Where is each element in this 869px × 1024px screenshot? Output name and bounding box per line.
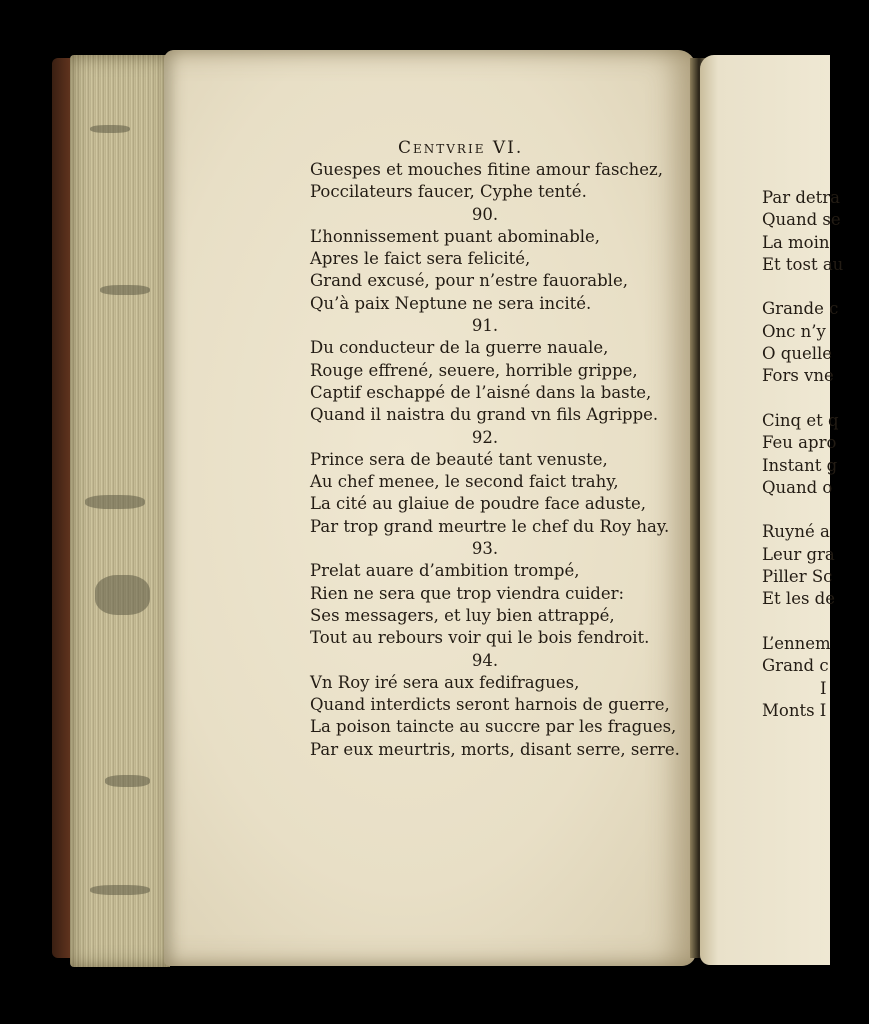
fragment-line: Et tost au (762, 254, 844, 274)
fragment-line: O quelle (762, 344, 833, 364)
fragment-line: Monts I (762, 700, 827, 720)
verse-line: La poison taincte au succre par les fragues, (310, 717, 677, 737)
quatrain-91 (310, 315, 670, 426)
fragment-line: Et les de (762, 589, 836, 609)
quatrain-93 (310, 538, 670, 649)
fragment-line: Instant g (762, 455, 838, 475)
verse-line: Quand il naistra du grand vn fils Agrippe. (310, 405, 659, 425)
quatrain-92 (310, 427, 670, 538)
fragment-line: Par detra (762, 188, 841, 207)
stanza-gap (762, 388, 843, 410)
verse-line: Guespes et mouches fitine amour faschez, (310, 160, 663, 179)
stanza-gap (762, 276, 843, 298)
verse-line: Apres le faict sera felicité, (310, 249, 531, 269)
verse-line: Captif eschappé de l’aisné dans la baste, (310, 382, 652, 402)
fragment-line: Grande c (762, 299, 839, 319)
verse-line: La cité au glaiue de poudre face aduste, (310, 494, 646, 514)
fragment-line: Leur gra (762, 544, 835, 564)
fragment-line: La moin (762, 232, 830, 252)
stanza-gap (762, 611, 843, 633)
fragment-line: Quand o (762, 477, 833, 497)
fragment-line: Quand se (762, 210, 841, 230)
left-page-text (310, 137, 680, 761)
verse-line: Du conducteur de la guerre nauale, (310, 338, 609, 358)
fragment-line: Piller Sc (762, 567, 833, 587)
fragment-line: L’ennem (762, 633, 831, 653)
verse-line: Poccilateurs faucer, Cyphe tenté. (310, 182, 587, 202)
fragment-line: I (820, 678, 827, 698)
verse-line: Grand excusé, pour n’estre fauorable, (310, 271, 628, 291)
quatrain-94 (310, 650, 680, 761)
fragment-line: Cinq et q (762, 410, 839, 430)
verse-line: Qu’à paix Neptune ne sera incité. (310, 293, 592, 313)
fragment-line: Ruyné a (762, 522, 830, 542)
page-header: Centvrie VI. (398, 138, 524, 158)
fragment-line: Feu apro (762, 433, 837, 453)
quatrain-number: 92. (471, 427, 499, 447)
fragment-line: Onc n’y (762, 321, 826, 341)
fragment-line: Fors vne (762, 366, 834, 386)
right-page-text (762, 187, 843, 722)
verse-line: Vn Roy iré sera aux fedifragues, (310, 672, 580, 692)
quatrain-number: 93. (471, 539, 499, 559)
verse-line: Par eux meurtris, morts, disant serre, serre. (310, 739, 680, 759)
quatrain-number: 94. (471, 650, 499, 670)
stanza-gap (762, 499, 843, 521)
verse-line: Prince sera de beauté tant venuste, (310, 449, 608, 469)
page-edges (70, 55, 170, 967)
quatrain-number: 90. (471, 204, 499, 224)
verse-line: Par trop grand meurtre le chef du Roy hay. (310, 516, 670, 536)
quatrain-number: 91. (471, 316, 499, 336)
verse-line: Rien ne sera que trop viendra cuider: (310, 583, 625, 603)
verse-line: Au chef menee, le second faict trahy, (310, 472, 619, 492)
verse-line: Ses messagers, et luy bien attrappé, (310, 605, 615, 625)
fragment-line: Grand c (762, 656, 829, 676)
verse-line: Tout au rebours voir qui le bois fendroit. (310, 628, 650, 648)
verse-line: L’honnissement puant abominable, (310, 226, 601, 246)
verse-line: Quand interdicts seront harnois de guerre, (310, 695, 670, 715)
quatrain-90 (310, 204, 670, 315)
verse-line: Rouge effrené, seuere, horrible grippe, (310, 360, 638, 380)
verse-line: Prelat auare d’ambition trompé, (310, 561, 580, 581)
